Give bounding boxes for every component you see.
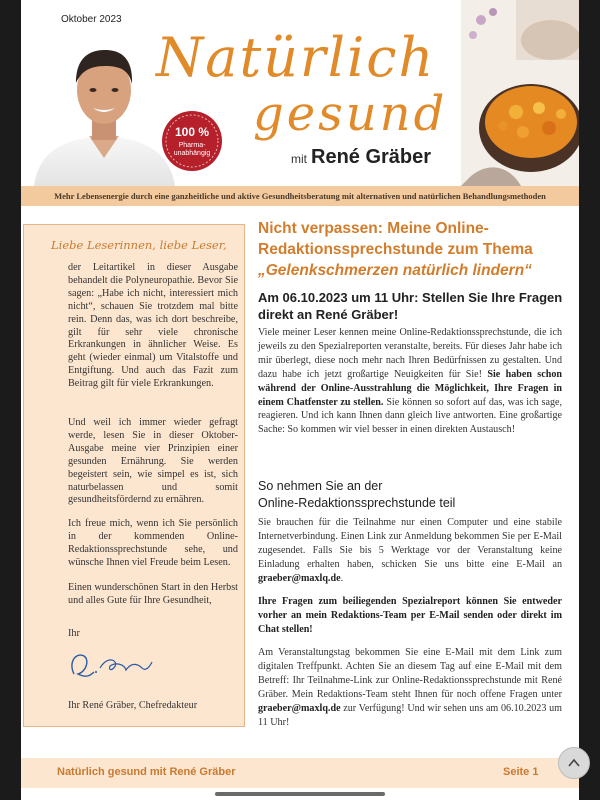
masthead-title-line2: gesund [253, 86, 448, 142]
article-subheading-2 [258, 478, 568, 512]
letter-paragraph-2: Und weil ich immer wieder gefragt werde, lesen Sie in dieser Oktober-Ausgabe meine vier Prinzipien einer gesunden Ernährung. Sie werden begeistert sein, wie simpel es ist, sich naturbelassen und somit gesundheitsfördernd zu ernähren. [68, 417, 238, 506]
article-title-quote: „Gelenkschmerzen natürlich lindern“ [258, 262, 532, 279]
footer-publication-name: Natürlich gesund mit René Gräber [57, 766, 236, 778]
newsletter-page [21, 0, 579, 800]
article-email-link-2[interactable]: graeber@maxlq.de [258, 702, 341, 714]
chevron-up-icon [559, 748, 589, 778]
article-paragraph-2-text: Sie brauchen für die Teilnahme nur einen Computer und eine stabile Internetverbindung. Einen Link zur Anmeldung bekommen Sie per E-Mail zugesendet. Falls Sie bis 5 Werktage vor der Veranstaltung keine Einladung erhalten haben, schicken Sie uns bitte eine E-Mail an [258, 517, 562, 570]
article-email-link-1[interactable]: graeber@maxlq.de [258, 572, 341, 584]
article-paragraph-1-a: Viele meiner Leser kennen meine Online-Redaktionssprechstunde, die ich jeweils zu den Spezialreporten veranstalte, bereits. Für dieses Jahr habe ich mir überlegt, diese noch mehr nach Ihren Bedürfnissen zu gestalten. Und dazu habe ich jetzt großartige Neuigkeiten für Sie! [258, 327, 562, 380]
byline-name: René Gräber [311, 146, 432, 168]
letter-paragraph-1: der Leitartikel in dieser Ausgabe behandelt die Polyneuropathie. Bevor Sie sagen: „Habe ich nicht, interessiert mich nicht“, schauen Sie trotzdem mal bitte rein. Denn das, was ich dort beschreibe, gilt für sehr viele chronische Erkrankungen in ähnlicher Weise. Es geht (wieder einmal) um Vitalstoffe und Entgiftung. Und auch das Fazit zum Beitrag gilt für viele Erkrankungen. [68, 262, 238, 390]
letter-paragraph-5: Ihr [68, 628, 80, 639]
article-paragraph-1 [258, 326, 562, 437]
article-subheading-2-line2: Online-Redaktionssprechstunde teil [258, 496, 456, 510]
article-title-line1: Nicht verpassen: Meine Online- [258, 220, 489, 237]
tagline-banner: Mehr Lebensenergie durch eine ganzheitliche und aktive Gesundheitsberatung mit alternativen und natürlichen Behandlungsmethoden [21, 186, 579, 206]
issue-date: Oktober 2023 [61, 14, 122, 25]
article-paragraph-3 [258, 595, 562, 637]
seal-percent: 100 % [174, 125, 210, 139]
letter-paragraph-4: Einen wunderschönen Start in den Herbst und alles Gute für Ihre Gesundheit, [68, 582, 238, 606]
article-paragraph-2: Sie brauchen für die Teilnahme nur einen Computer und eine stabile Internetverbindung. Einen Link zur Anmeldung bekommen Sie per E-Mail zugesendet. Falls Sie bis 5 Werktage vor der Veranstaltung keine Einladung erhalten haben, schicken Sie uns bitte eine E-Mail an graeber@maxlq.de. [258, 517, 562, 584]
masthead [21, 0, 579, 186]
letter-salutation: Liebe Leserinnen, liebe Leser, [51, 238, 227, 252]
masthead-byline [291, 146, 431, 169]
pharma-independent-seal-icon [161, 110, 223, 172]
article-title [258, 218, 570, 281]
article-paragraph-4-b: zur Verfügung! Und wir sehen uns am 06.10.2023 um 11 Uhr! [258, 702, 562, 728]
article-paragraph-3-bold: Ihre Fragen zum beiliegenden Spezialreport können Sie entweder vorher an mein Redaktions-Team per E-Mail senden oder direkt im Chat stellen! [258, 596, 562, 635]
article-title-line2: Redaktionssprechstunde zum Thema [258, 241, 533, 258]
article-subheading-2-line1: So nehmen Sie an der [258, 479, 383, 493]
article-subheading-1: Am 06.10.2023 um 11 Uhr: Stellen Sie Ihre Fragen direkt an René Gräber! [258, 290, 563, 322]
home-indicator-bar[interactable] [215, 792, 385, 796]
signature-image [66, 648, 156, 682]
masthead-title-line1: Natürlich [156, 26, 436, 89]
letter-paragraph-3: Ich freue mich, wenn ich Sie persönlich in der kommenden Online-Redaktionssprechstunde sehe, und wünsche Ihnen viel Freude beim Lesen. [68, 518, 238, 568]
byline-prefix: mit [291, 152, 307, 166]
seal-line1: Pharma- [178, 142, 206, 149]
article-paragraph-4 [258, 646, 562, 729]
seal-line2: unabhängig [173, 150, 211, 157]
footer-page-number: Seite 1 [503, 766, 539, 778]
article-paragraph-4-a: Am Veranstaltungstag bekommen Sie eine E-Mail mit dem Link zum digitalen Treffpunkt. Achten Sie an diesem Tag auf eine E-Mail mit dem Betreff: Ihr Teilnahme-Link zur Online-Redaktionssprechstunde mit René Gräber. Mein Redaktions-Team steht Ihnen für noch offene Fragen unter [258, 647, 562, 700]
letter-closing: Ihr René Gräber, Chefredakteur [68, 700, 198, 711]
article-paragraph-1-bold: Sie haben schon während der Online-Ausstrahlung die Möglichkeit, Ihre Fragen in einem Chatfenster zu stellen. [258, 368, 562, 408]
herbal-bowl-image [461, 0, 579, 186]
scroll-to-top-button[interactable] [558, 747, 590, 779]
article-paragraph-1-b: Sie können so sofort auf das, was ich sage, reagieren. Und ich kann Ihnen dann gleich live antworten. Eine großartige Sache: So kommen wir viel besser in einen direkten Austausch! [258, 396, 562, 436]
